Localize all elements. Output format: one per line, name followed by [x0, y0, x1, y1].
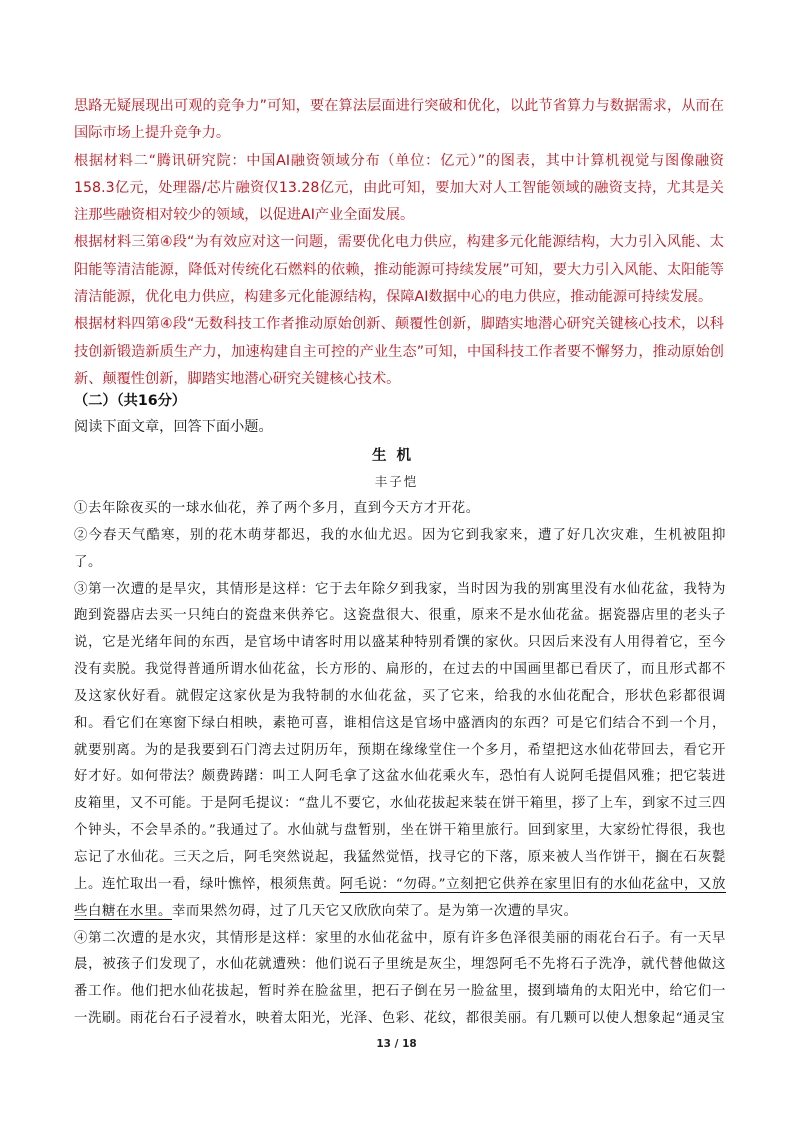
essay-paragraph-1: ①去年除夜买的一球水仙花，养了两个多月，直到今天方才开花。: [74, 501, 480, 516]
essay-author: 丰子恺: [374, 474, 419, 489]
section-heading: （二）（共16分）: [74, 393, 186, 409]
essay-paragraph-3: [74, 577, 726, 926]
essay-paragraph-2: ②今春天气酷寒，别的花木萌芽都迟，我的水仙尤迟。因为它到我家来，遭了好几次灾难，生机被阻抑了。: [74, 527, 726, 570]
answer-paragraph-1: 思路无疑展现出可观的竞争力”可知，要在算法层面进行突破和优化，以此节省算力与数据需求，从而在国际市场上提升竞争力。: [74, 98, 724, 142]
page-number: 13 / 18: [376, 1038, 417, 1050]
section-instruction: 阅读下面文章，回答下面小题。: [74, 419, 273, 435]
essay-paragraph-4: ④第二次遭的是水灾，其情形是这样：家里的水仙花盆中，原有许多色泽很美丽的雨花台石子。有一天早晨，被孩子们发现了，水仙花就遭殃：他们说石子里统是灰尘，埋怨阿毛不先将石子洗净，就代替他做这番工作。他们把水仙花拔起，暂时养在脸盆里，把石子倒在另一脸盆里，掇到墙角的太阳光中，给它们一一洗刷。雨花台石子浸着水，映着太阳光，光泽、色彩、花纹，都很美丽。有几颗可以使人想象起“通灵宝: [74, 930, 726, 1027]
answer-paragraph-3: 根据材料三第④段“为有效应对这一问题，需要优化电力供应，构建多元化能源结构，大力引入风能、太阳能等清洁能源，降低对传统化石燃料的依赖，推动能源可持续发展”可知，要大力引入风能、太阳能等清洁能源，优化电力供应，构建多元化能源结构，保障AI数据中心的电力供应，推动能源可持续发展。: [74, 234, 724, 306]
underlined-sentence: 阿毛说：“勿碍。”立刻把它供养在家里旧有的水仙花盆中，又放些白糖在水里。: [74, 876, 726, 919]
answer-paragraph-4: 根据材料四第④段“无数科技工作者推动原始创新、颠覆性创新，脚踏实地潜心研究关键核心技术，以科技创新锻造新质生产力，加速构建自主可控的产业生态”可知，中国科技工作者要不懈努力，推动原始创新、颠覆性创新，脚踏实地潜心研究关键核心技术。: [74, 316, 724, 387]
answer-block: [74, 93, 724, 393]
essay-body: [74, 496, 726, 1033]
essay-title: 生机: [372, 447, 421, 464]
answer-paragraph-2: 根据材料二“腾讯研究院：中国AI融资领域分布（单位：亿元）”的图表，其中计算机视觉与图像融资158.3亿元，处理器/芯片融资仅13.28亿元，由此可知，要加大对人工智能领域的融资支持，尤其是关注那些融资相对较少的领域，以促进AI产业全面发展。: [74, 152, 724, 224]
essay-paragraph-3-end: 幸而果然勿碍，过了几天它又欣欣向荣了。是为第一次遭的旱灾。: [171, 903, 578, 919]
essay-paragraph-3-text: ③第一次遭的是旱灾，其情形是这样：它于去年除夕到我家，当时因为我的别寓里没有水仙花盆，我特为跑到瓷器店去买一只纯白的瓷盘来供养它。这瓷盘很大、很重，原来不是水仙花盆。据瓷器店里的老头子说，它是光绪年间的东西，是官场中请客时用以盛某种特别肴馔的家伙。只因后来没有人用得着它，至今没有卖脱。我觉得普通所谓水仙花盆，长方形的、扁形的，在过去的中国画里都已看厌了，而且形式都不及这家伙好看。就假定这家伙是为我特制的水仙花盆，买了它来，给我的水仙花配合，形状色彩都很调和。看它们在寒窗下绿白相映，素艳可喜，谁相信这是官场中盛酒肉的东西？可是它们结合不到一个月，就要别离。为的是我要到石门湾去过阴历年，预期在缘缘堂住一个多月，希望把这水仙花带回去，看它开好才好。如何带法？颇费踌躇：叫工人阿毛拿了这盆水仙花乘火车，恐怕有人说阿毛提倡风雅；把它装进皮箱里，又不可能。于是阿毛提议：“盘儿不要它，水仙花拔起来装在饼干箱里，拶了上车，到家不过三四个钟头，不会旱杀的。”我通过了。水仙就与盘暂别，坐在饼干箱里旅行。回到家里，大家纷忙得很，我也忘记了水仙花。三天之后，阿毛突然说起，我猛然觉悟，找寻它的下落，原来被人当作饼干，搁在石灰甏上。连忙取出一看，绿叶憔悴，根须焦黄。: [74, 581, 726, 892]
